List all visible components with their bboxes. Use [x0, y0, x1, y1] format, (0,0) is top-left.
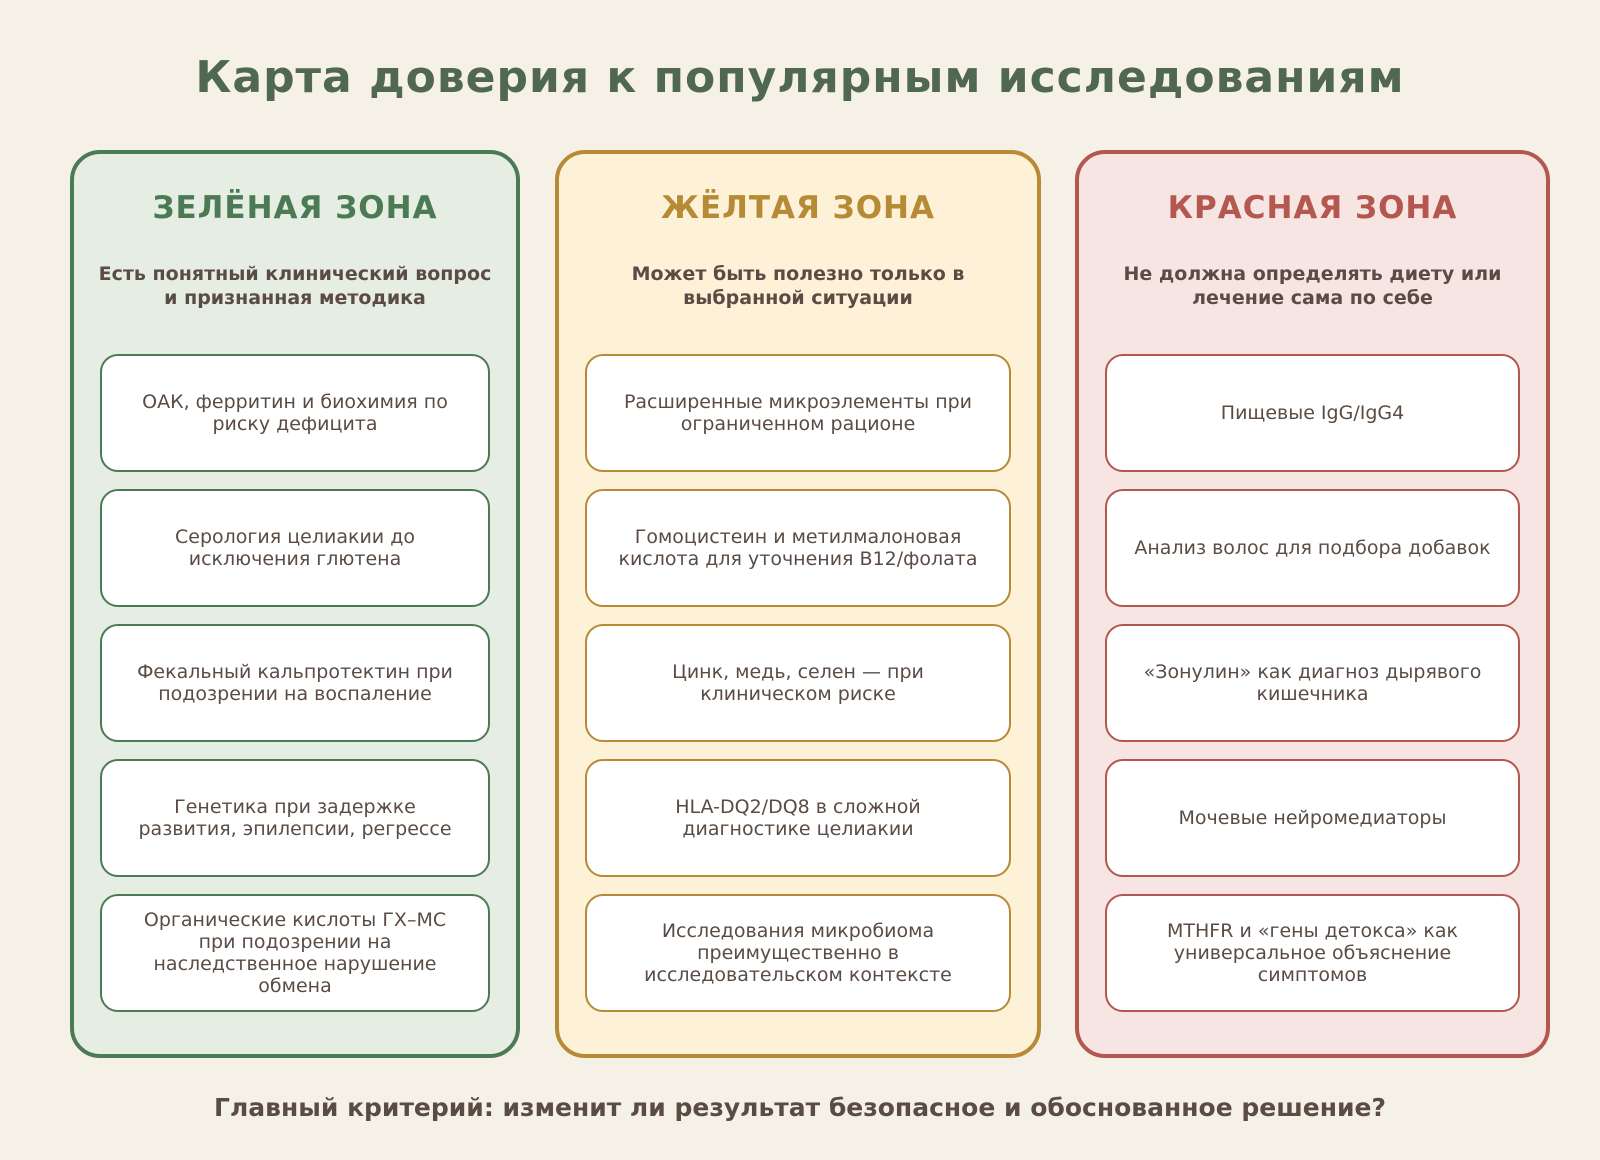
red-zone-card: Пищевые IgG/IgG4 — [1105, 354, 1520, 472]
green-zone-card: Фекальный кальпротектин при подозрении на воспаление — [100, 624, 490, 742]
red-zone-card: «Зонулин» как диагноз дырявого кишечника — [1105, 624, 1520, 742]
green-zone-title: ЗЕЛЁНАЯ ЗОНА — [152, 190, 438, 226]
green-zone-panel — [70, 150, 520, 1058]
red-zone-title: КРАСНАЯ ЗОНА — [1167, 190, 1458, 226]
red-zone-card: Анализ волос для подбора добавок — [1105, 489, 1520, 607]
yellow-zone-card: Расширенные микроэлементы при ограниченном рационе — [585, 354, 1011, 472]
green-zone-card: Органические кислоты ГХ–МС при подозрении на наследственное нарушение обмена — [100, 894, 490, 1012]
page-title: Карта доверия к популярным исследованиям — [195, 52, 1405, 103]
green-zone-subtitle: Есть понятный клинический вопрос и признанная методика — [98, 263, 492, 309]
green-zone-card: Генетика при задержке развития, эпилепсии, регрессе — [100, 759, 490, 877]
yellow-zone-panel — [555, 150, 1041, 1058]
yellow-zone-card: HLA-DQ2/DQ8 в сложной диагностике целиакии — [585, 759, 1011, 877]
red-zone-card: MTHFR и «гены детокса» как универсальное объяснение симптомов — [1105, 894, 1520, 1012]
green-zone-card: Серология целиакии до исключения глютена — [100, 489, 490, 607]
green-zone-card: ОАК, ферритин и биохимия по риску дефицита — [100, 354, 490, 472]
yellow-zone-subtitle: Может быть полезно только в выбранной ситуации — [631, 263, 965, 309]
red-zone-card: Мочевые нейромедиаторы — [1105, 759, 1520, 877]
main-criterion-footer: Главный критерий: изменит ли результат безопасное и обоснованное решение? — [214, 1093, 1386, 1122]
red-zone-subtitle: Не должна определять диету или лечение сама по себе — [1123, 263, 1502, 309]
red-zone-panel — [1075, 150, 1550, 1058]
yellow-zone-card: Гомоцистеин и метилмалоновая кислота для уточнения B12/фолата — [585, 489, 1011, 607]
yellow-zone-card: Исследования микробиома преимущественно в исследовательском контексте — [585, 894, 1011, 1012]
yellow-zone-title: ЖЁЛТАЯ ЗОНА — [661, 190, 935, 226]
yellow-zone-card: Цинк, медь, селен — при клиническом риске — [585, 624, 1011, 742]
